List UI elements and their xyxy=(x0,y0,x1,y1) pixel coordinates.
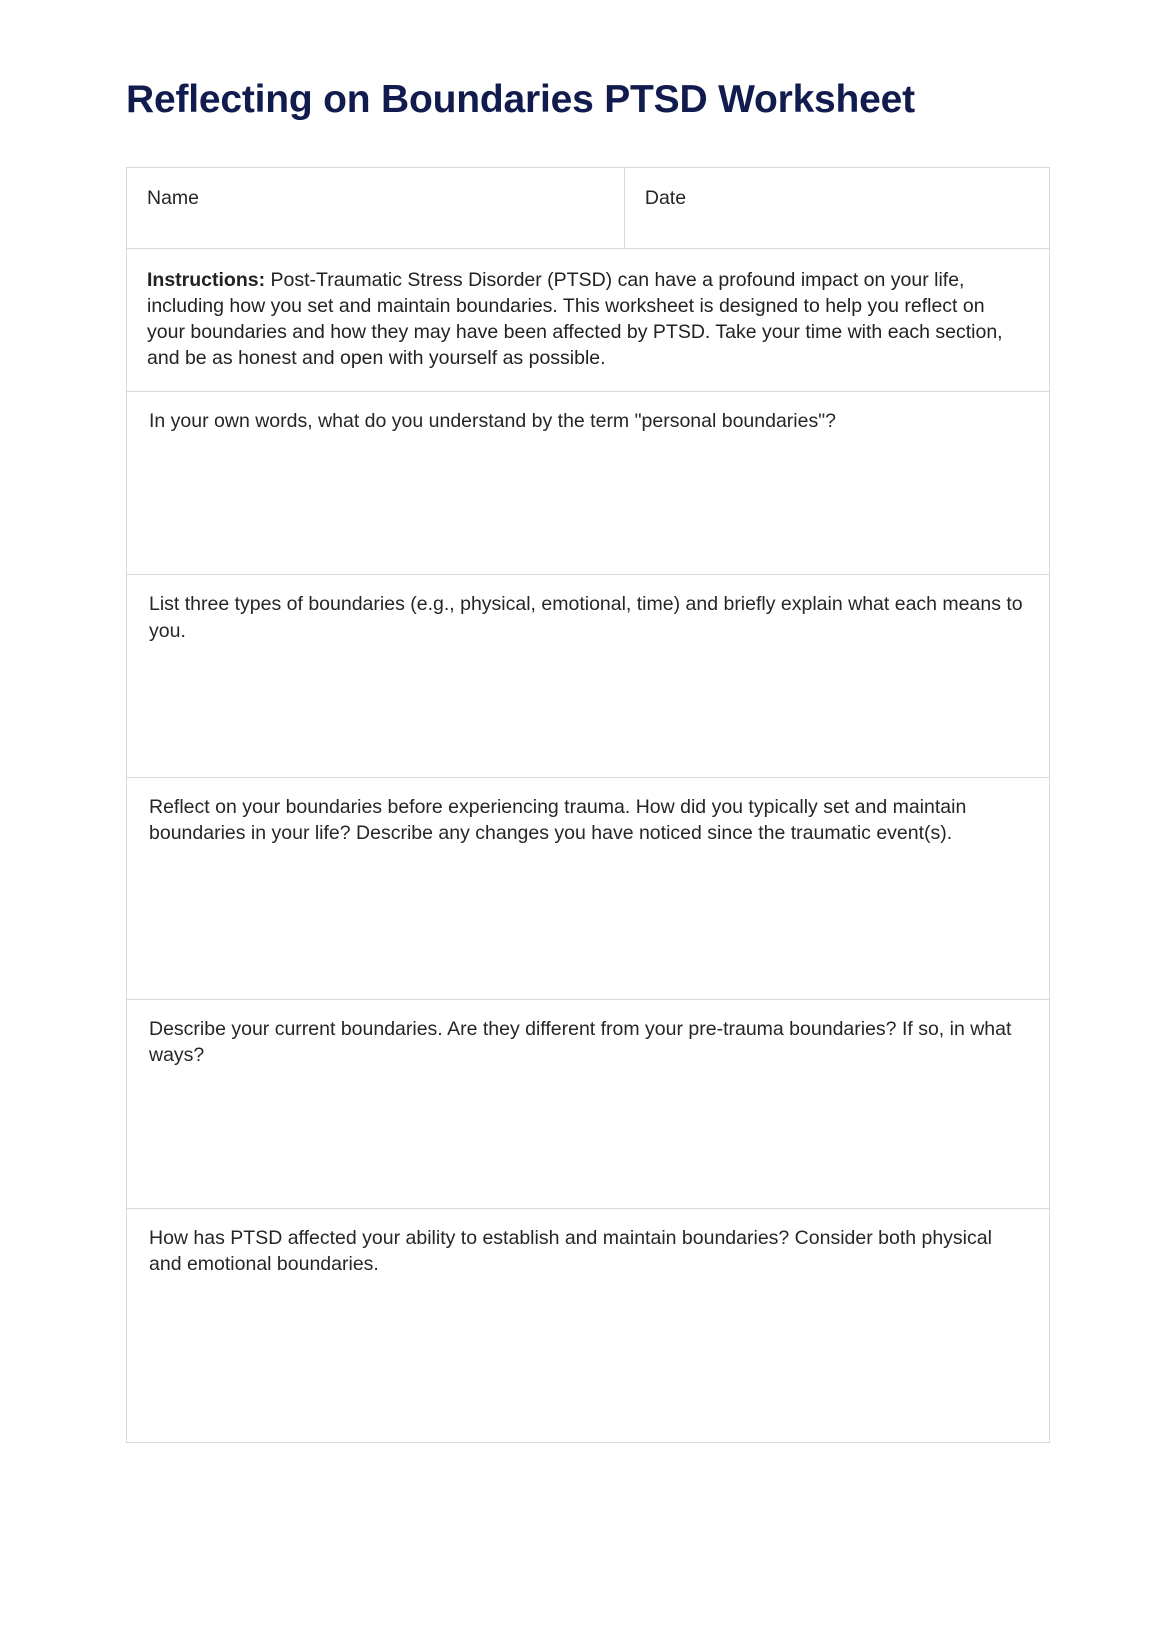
page-title: Reflecting on Boundaries PTSD Worksheet xyxy=(126,78,915,121)
question-row xyxy=(127,1000,1049,1209)
question-prompt: List three types of boundaries (e.g., physical, emotional, time) and briefly explain what each means to you. xyxy=(149,593,1023,642)
question-prompt: How has PTSD affected your ability to establish and maintain boundaries? Consider both physical and emotional boundaries. xyxy=(149,1227,992,1276)
instructions-row xyxy=(127,249,1049,393)
date-label: Date xyxy=(644,186,687,209)
date-field[interactable] xyxy=(625,168,1049,248)
instructions-label: Instructions: xyxy=(147,268,266,291)
question-prompt: Describe your current boundaries. Are they different from your pre-trauma boundaries? If so, in what ways? xyxy=(149,1017,1012,1067)
answer-area[interactable] xyxy=(127,1277,1049,1442)
question-row xyxy=(127,778,1049,1000)
answer-area[interactable] xyxy=(127,846,1049,999)
name-date-row xyxy=(127,168,1049,249)
name-field[interactable] xyxy=(127,168,625,248)
question-row xyxy=(127,1209,1049,1443)
answer-area[interactable] xyxy=(127,1068,1049,1208)
question-row xyxy=(127,392,1049,575)
question-row xyxy=(127,575,1049,777)
answer-area[interactable] xyxy=(127,644,1049,777)
answer-area[interactable] xyxy=(127,434,1049,574)
instructions-body: Post-Traumatic Stress Disorder (PTSD) can have a profound impact on your life, including how you set and maintain boundaries. This worksheet is designed to help you reflect on your boundaries and how they may have been affected by PTSD. Take your time with each section, and be as honest and open with yourself as possible. xyxy=(147,268,1003,370)
question-prompt: In your own words, what do you understand by the term "personal boundaries"? xyxy=(149,410,836,433)
worksheet-table xyxy=(126,167,1050,1444)
name-label: Name xyxy=(147,186,200,209)
question-prompt: Reflect on your boundaries before experiencing trauma. How did you typically set and maintain boundaries in your life? Describe any changes you have noticed since the traumatic event(s). xyxy=(149,795,967,844)
instructions-text xyxy=(127,249,1049,392)
